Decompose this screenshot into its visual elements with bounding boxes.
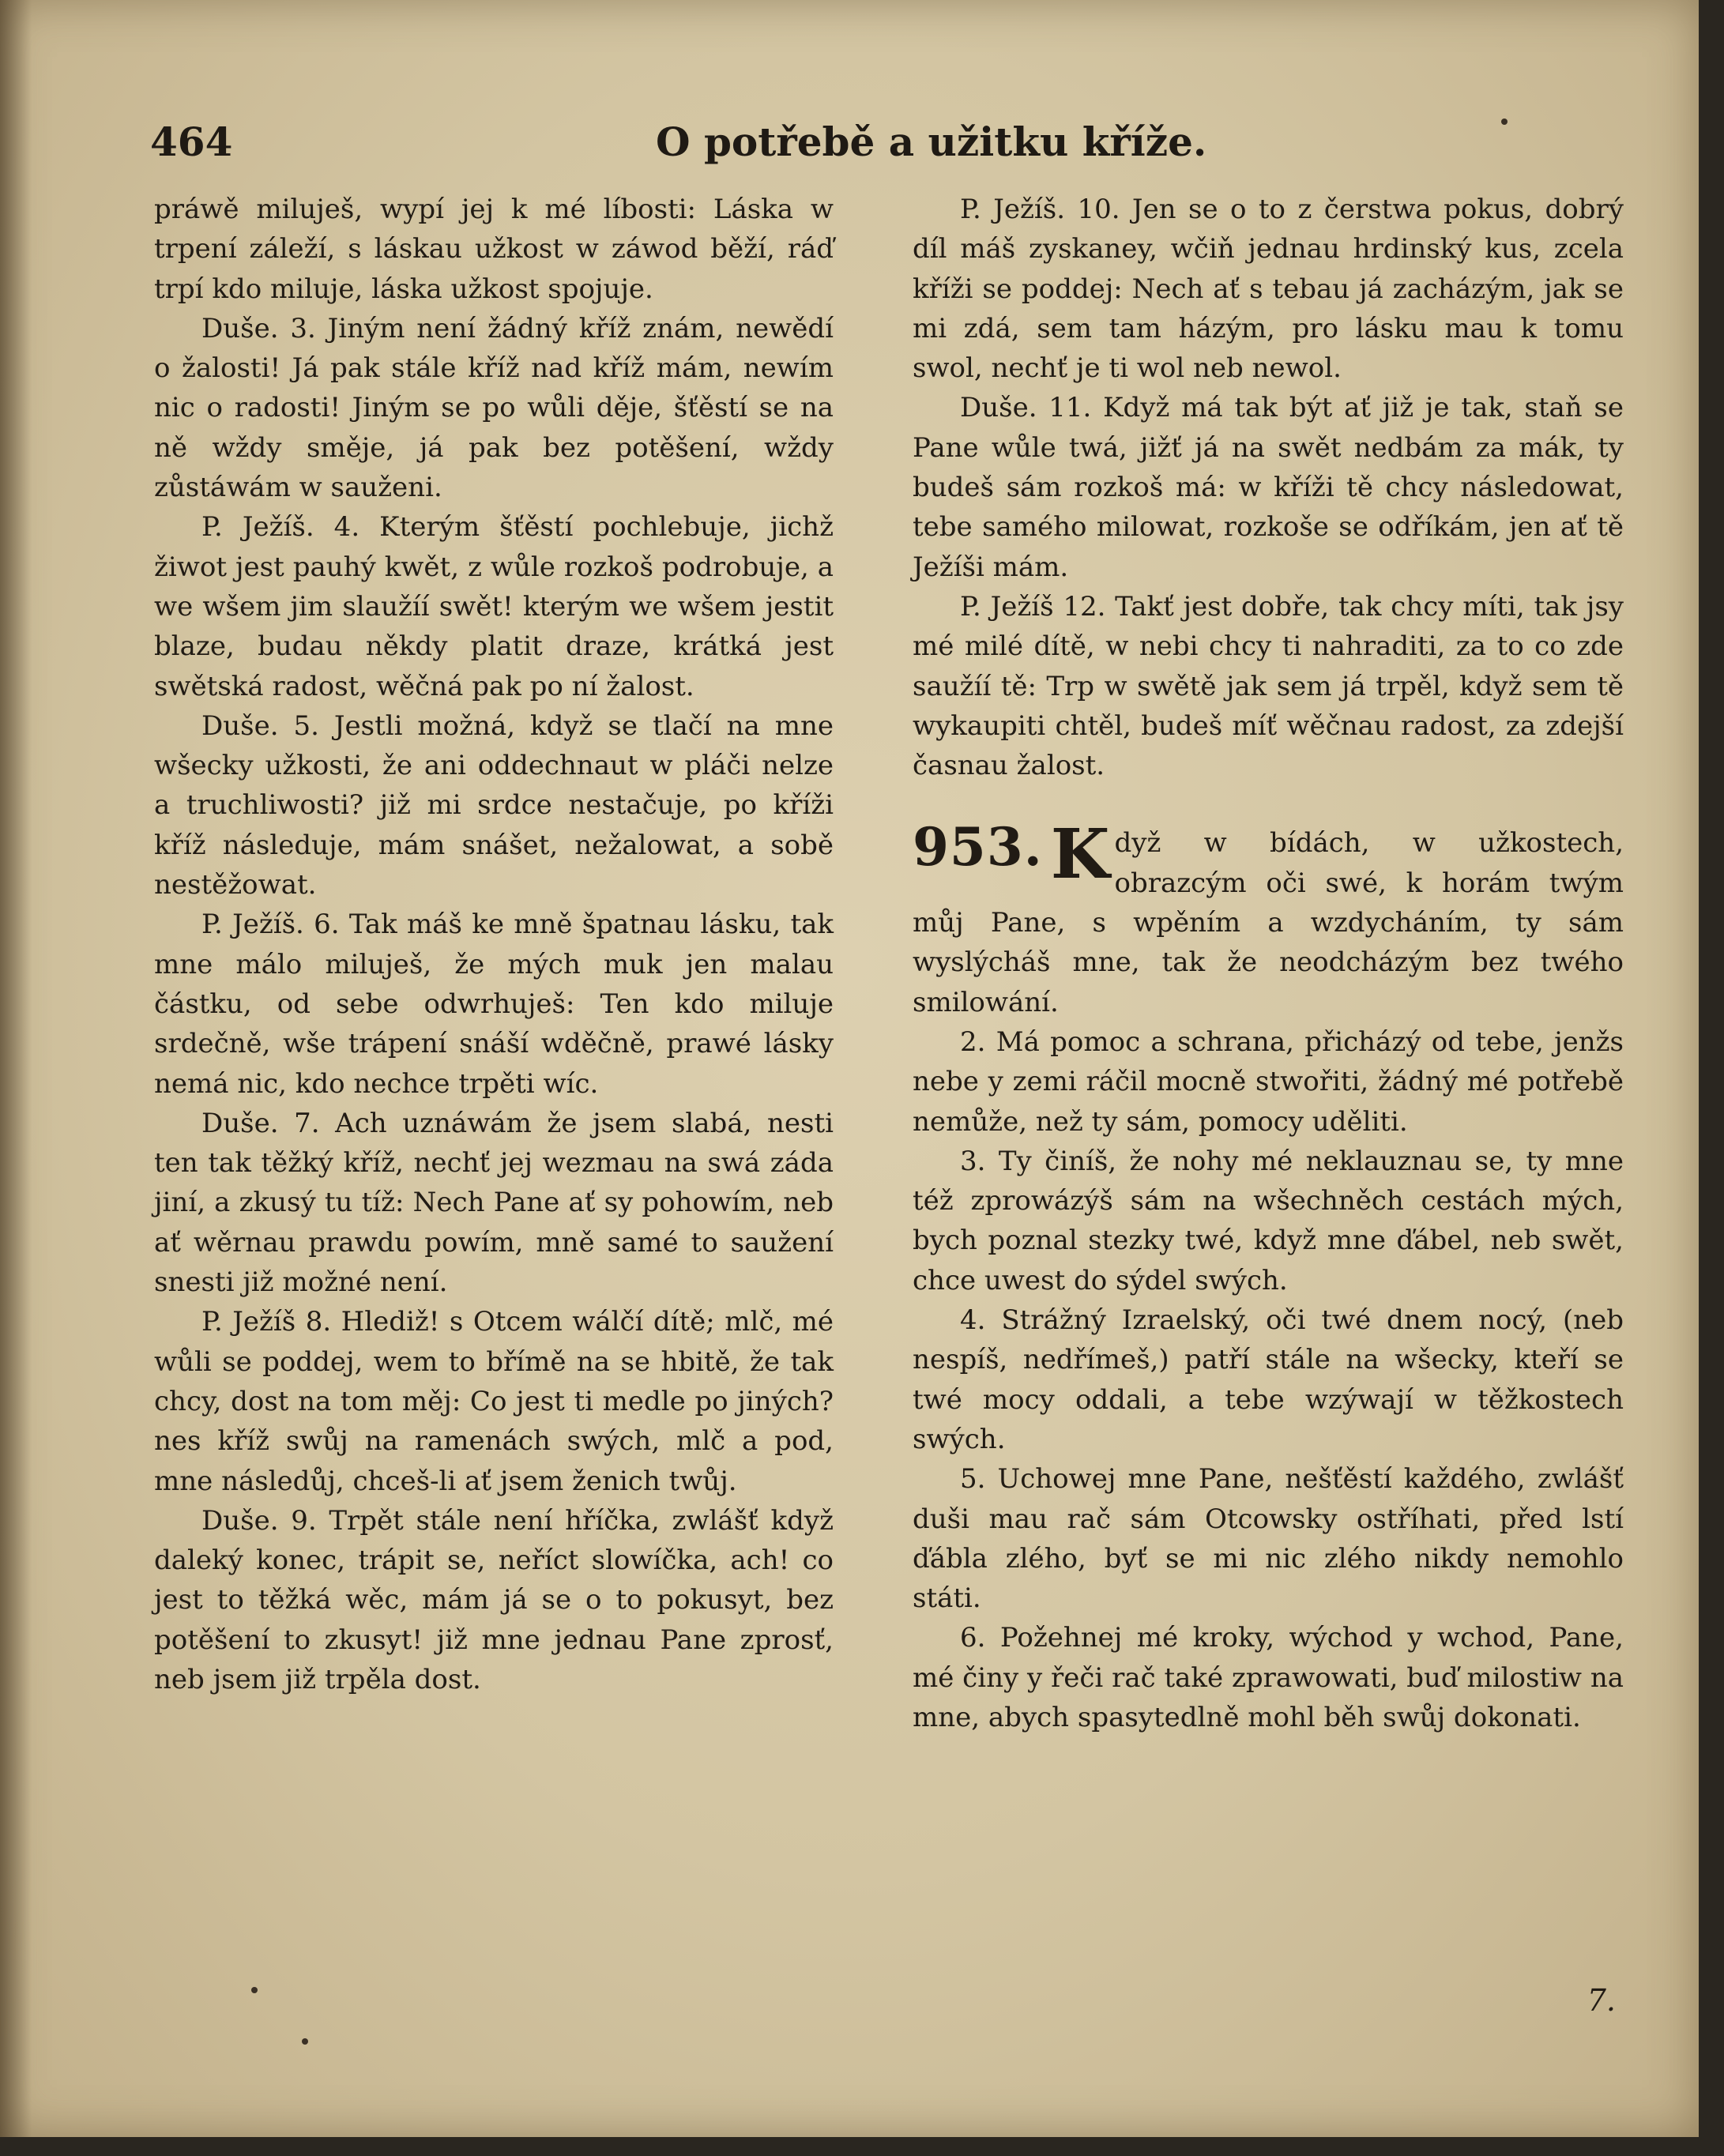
- gutter-shadow: [0, 0, 32, 2137]
- hymn-stanza: 2. Má pomoc a schrana, přicházý od tebe, jenžs nebe y zemi ráčil mocně stwořiti, žádný mé potřebě nemůže, než ty sám, pomocy uděliti.: [913, 1025, 1624, 1138]
- hymn-stanza: 4. Strážný Izraelský, oči twé dnem nocý, (neb nespíš, nedřímeš,) patří stále na wšecky, kteří se twé mocy oddali, a tebe wzýwají w těžkostech swých.: [913, 1304, 1624, 1455]
- drop-cap: K: [1050, 815, 1110, 895]
- stanza: P. Ježíš. 6. Tak máš ke mně špatnau lásku, tak mne málo miluješ, že mých muk jen malau částku, od sebe odwrhuješ: Ten kdo miluje srdečně, wše trápení snáší wděčně, prawé lásky nemá nic, kdo nechce trpěti wíc.: [154, 909, 834, 1100]
- running-title: O potřebě a užitku kříže.: [656, 119, 1207, 165]
- hymn-number: 953.: [913, 816, 1043, 879]
- ink-speck: [251, 1987, 258, 1993]
- stanza-list: [154, 190, 834, 1699]
- stanza: P. Ježíš 8. Hlediž! s Otcem wálčí dítě; mlč, mé wůli se poddej, wem to břímě na se hbitě, že tak chcy, dost na tom měj: Co jest ti medle po jiných? nes kříž swůj na ramenách swých, mlč a pod, mne následůj, chceš-li ať jsem ženich twůj.: [154, 1306, 834, 1497]
- right-column: [913, 190, 1624, 1737]
- catchword: 7.: [1587, 1983, 1616, 2018]
- hymn-953: [913, 815, 1624, 1737]
- ink-speck: [1501, 119, 1508, 125]
- hymn-first-stanza-text: dyž w bídách, w užkostech, obrazcým oči swé, k horám twým můj Pane, s wpěním a wzdycháním, ty sám wyslýcháš mne, tak že neodcházým bez twého smilowání.: [913, 827, 1624, 1018]
- stanza: P. Ježíš 12. Takť jest dobře, tak chcy míti, tak jsy mé milé dítě, w nebi chcy ti nahraditi, za to co zde saužíí tě: Trp w swětě jak sem já trpěl, když sem tě wykaupiti chtěl, budeš míť wěčnau radost, za zdejší časnau žalost.: [913, 590, 1624, 782]
- hymn-first-stanza: [913, 815, 1624, 1022]
- stanza: Duše. 7. Ach uznáwám že jsem slabá, nesti ten tak těžký kříž, nechť jej wezmau na swá záda jiní, a zkusý tu tíž: Nech Pane ať sy pohowím, neb ať wěrnau prawdu powím, mně samé to saužení snesti již možné není.: [154, 1107, 834, 1299]
- page-header: [150, 119, 1628, 174]
- page-number: 464: [150, 119, 233, 165]
- stanza: Duše. 3. Jiným není žádný kříž znám, newědí o žalosti! Já pak stále kříž nad kříž mám, newím nic o radosti! Jiným se po wůli děje, šťěstí se na ně wždy směje, já pak bez potěšení, wždy zůstáwám w sauženi.: [154, 312, 834, 504]
- hymn-stanza: 3. Ty činíš, že nohy mé neklauznau se, ty mne též zprowázýš sám na wšechněch cestách mých, bych poznal stezky twé, když mne ďábel, neb swět, chce uwest do sýdel swých.: [913, 1145, 1624, 1296]
- stanza: P. Ježíš. 4. Kterým šťěstí pochlebuje, jichž žiwot jest pauhý kwět, z wůle rozkoš podrobuje, a we wšem jim slaužíí swět! kterým we wšem jestit blaze, budau někdy platit draze, krátká jest swětská radost, wěčná pak po ní žalost.: [154, 511, 834, 702]
- hymn-stanza: 6. Požehnej mé kroky, wýchod y wchod, Pane, mé činy y řeči rač také zprawowati, buď milostiw na mne, abych spasytedlně mohl běh swůj dokonati.: [913, 1622, 1624, 1733]
- stanza: Duše. 11. Když má tak být ať již je tak, staň se Pane wůle twá, jižť já na swět nedbám za mák, ty budeš sám rozkoš má: w kříži tě chcy následowat, tebe samého milowat, rozkoše se odříkám, jen ať tě Ježíši mám.: [913, 392, 1624, 583]
- left-column: [154, 190, 834, 1699]
- stanza-continuation: práwě miluješ, wypí jej k mé líbosti: Láska w trpení záleží, s láskau užkost w záwod běží, ráď trpí kdo miluje, láska užkost spojuje.: [154, 194, 834, 305]
- hymn-stanza: 5. Uchowej mne Pane, nešťěstí každého, zwlášť duši mau rač sám Otcowsky ostříhati, před lstí ďábla zlého, byť se mi nic zlého nikdy nemohlo státi.: [913, 1463, 1624, 1615]
- stanza-list: [913, 190, 1624, 785]
- stanza: P. Ježíš. 10. Jen se o to z čerstwa pokus, dobrý díl máš zyskaney, wčiň jednau hrdinský kus, zcela kříži se poddej: Nech ať s tebau já zacházým, jak se mi zdá, sem tam házým, pro lásku mau k tomu swol, nechť je ti wol neb newol.: [913, 194, 1624, 385]
- stanza: Duše. 5. Jestli možná, když se tlačí na mne wšecky užkosti, že ani oddechnaut w pláči nelze a truchliwosti? již mi srdce nestačuje, po kříži kříž následuje, mám snášet, nežalowat, a sobě nestěžowat.: [154, 709, 834, 901]
- stanza: Duše. 9. Trpět stále není hříčka, zwlášť když daleký konec, trápit se, neříct slowíčka, ach! co jest to těžká wěc, mám já se o to pokusyt, bez potěšení to zkusyt! již mne jednau Pane zprosť, neb jsem již trpěla dost.: [154, 1504, 834, 1695]
- ink-speck: [302, 2038, 308, 2045]
